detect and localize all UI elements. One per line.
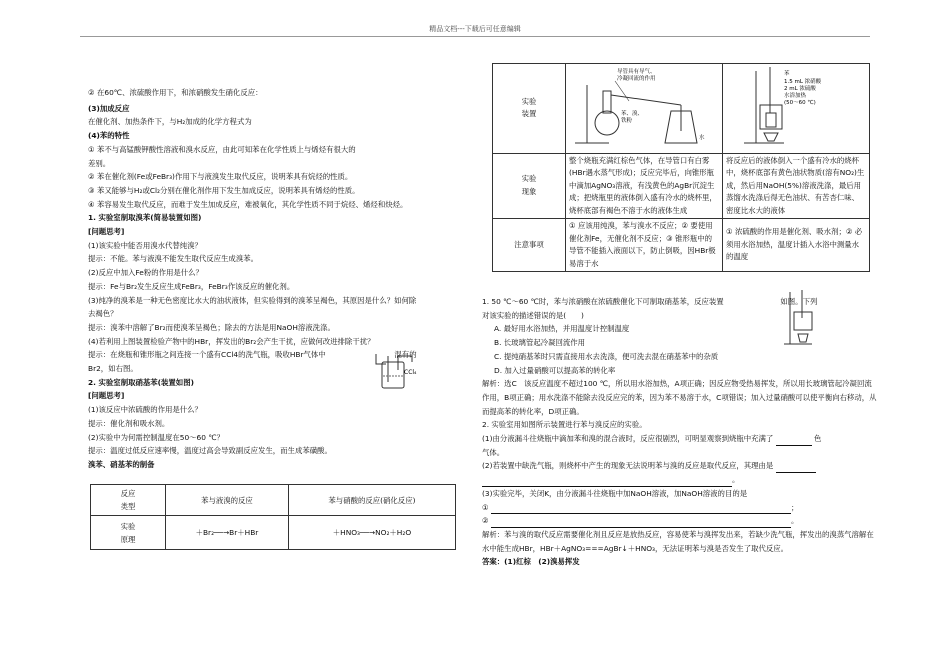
table-cell: 苯与硝酸的反应(硝化反应) <box>288 485 455 516</box>
hint-line: 提示：溴苯中溶解了Br₂而使溴苯呈褐色；除去的方法是用NaOH溶液洗涤。 <box>88 322 335 332</box>
svg-text:水浴加热: 水浴加热 <box>784 93 807 99</box>
table-row <box>91 516 456 550</box>
answer-blank[interactable] <box>776 437 812 446</box>
page-header: 精品文档---下载后可任意编辑 <box>429 25 521 33</box>
ccl4-label: CCl₄ <box>404 369 417 376</box>
question-line: (4)若利用上图装置检验产物中的HBr，挥发出的Br₂会产生干扰，应做何改进排除干扰？ <box>88 336 375 346</box>
table-row <box>91 485 456 516</box>
section-heading: [问题思考] <box>88 391 125 401</box>
hint-line: Br2，如右图。 <box>88 364 138 374</box>
section-heading: (3)加成反应 <box>88 103 130 113</box>
answer-explanation: 解析：苯与溴的取代反应需要催化剂且反应是放热反应，容易使苯与溴挥发出来，若缺少洗气瓶，挥发出的溴蒸气溶解在水中能生成HBr，HBr＋AgNO₃===AgBr↓＋HNO₃，无法证明苯与溴是否发生了取代反应。 <box>482 529 874 553</box>
blank-label: ② <box>482 516 489 526</box>
question-line: 对该实验的描述错误的是( ) <box>482 310 584 320</box>
svg-text:水: 水 <box>699 135 705 141</box>
svg-text:1.5 mL 浓硝酸: 1.5 mL 浓硝酸 <box>784 79 822 85</box>
svg-text:冷凝回流的作用: 冷凝回流的作用 <box>617 76 656 82</box>
table-cell: 实验 装置 <box>493 64 566 154</box>
question-line: (2)实验中为何需控制温度在50～60 ℃？ <box>88 432 225 442</box>
hint-line: 提示：催化剂和吸水剂。 <box>88 418 170 428</box>
question-line <box>482 459 877 473</box>
table-cell: 反应 类型 <box>91 485 166 516</box>
hint-line: 提示：不能。苯与液溴不能发生取代反应生成溴苯。 <box>88 254 258 264</box>
table-cell: ① 浓硫酸的作用是催化剂、吸水剂；② 必须用水浴加热，温度计插入水浴中测量水的温度 <box>723 219 870 272</box>
answer-blank[interactable] <box>482 478 732 487</box>
text-line: 差别。 <box>88 158 111 168</box>
section-heading: 2. 实验室制取硝基苯(装置如图) <box>88 377 194 387</box>
answer-line: 答案：(1)红棕 (2)溴易挥发 <box>482 557 580 567</box>
question-line: (3)实验完毕，关闭K，由分液漏斗往烧瓶中加NaOH溶液，加NaOH溶液的目的是 <box>482 488 748 498</box>
text-line: 在催化剂、加热条件下，与H₂加成的化学方程式为 <box>88 117 252 127</box>
section-heading: (4)苯的特性 <box>88 131 130 141</box>
question-line: (1)该实验中能否用溴水代替纯溴？ <box>88 240 202 250</box>
wash-bottle-figure <box>372 350 428 390</box>
hint-text: 提示：在烧瓶和锥形瓶之间连接一个盛有CCl4的洗气瓶，吸收HBr气体中 <box>88 350 326 360</box>
question-line: (2)反应中加入Fe粉的作用是什么？ <box>88 268 203 278</box>
question-text: 1. 50 ℃～60 ℃时，苯与浓硝酸在浓硫酸催化下可制取硝基苯，反应装置 <box>482 297 724 306</box>
option-a: A. 最好用水浴加热，并用温度计控制温度 <box>494 324 630 334</box>
question-text: 色 <box>814 434 822 444</box>
question-line: 气体。 <box>482 447 505 457</box>
svg-text:苯: 苯 <box>784 71 790 77</box>
text-line: ① 苯不与高锰酸钾酸性溶液和溴水反应，由此可知苯在化学性质上与烯烃有很大的 <box>88 144 356 154</box>
table-cell: 将反应后的液体倒入一个盛有冷水的烧杯中，烧杯底部有黄色油状物质(溶有NO₂)生成，然后用NaOH(5%)溶液洗涤，最后用蒸馏水洗涤后得无色油状、有苦杏仁味、密度比水大的液体 <box>723 153 870 219</box>
apparatus-cell <box>723 64 870 154</box>
table-cell: ＋Br₂──→Br＋HBr <box>166 516 289 550</box>
blank-label: ① <box>482 502 489 512</box>
table-cell: 实验 现象 <box>493 153 566 219</box>
section-heading: 溴苯、硝基苯的制备 <box>88 459 155 469</box>
option-c: C. 提纯硝基苯时只需直接用水去洗涤，便可洗去混在硝基苯中的杂质 <box>494 351 719 361</box>
option-b: B. 长玻璃管起冷凝回流作用 <box>494 338 586 348</box>
question-line: (3)纯净的溴苯是一种无色密度比水大的油状液体，但实验得到的溴苯呈褐色，其原因是什么？如何除 <box>88 295 417 305</box>
nitrobenzene-apparatus-figure <box>726 65 866 147</box>
comparison-table <box>90 484 456 550</box>
section-heading: [问题思考] <box>88 227 125 237</box>
section-heading: 1. 实验室制取溴苯(简易装置如图) <box>88 213 202 223</box>
svg-text:2 mL 浓硫酸: 2 mL 浓硫酸 <box>784 86 816 92</box>
option-d: D. 加入过量硝酸可以提高苯的转化率 <box>494 365 616 375</box>
answer-blank[interactable] <box>776 464 816 473</box>
question-line <box>482 295 877 309</box>
experiment-table <box>492 63 870 272</box>
svg-text:导管具有导气、: 导管具有导气、 <box>617 69 656 75</box>
question-text: (1)由分液漏斗往烧瓶中滴加苯和溴的混合液时，反应很剧烈，可明显观察到烧瓶中充满了 <box>482 434 774 444</box>
table-cell: ① 应该用纯溴，苯与溴水不反应；② 要使用催化剂Fe，无催化剂不反应；③ 锥形瓶中的导管不能插入液面以下，防止倒吸，因HBr极易溶于水 <box>566 219 723 272</box>
hint-line: 提示：Fe与Br₂发生反应生成FeBr₃，FeBr₃作该反应的催化剂。 <box>88 281 295 291</box>
answer-explanation: 解析：选C 该反应温度不超过100 ℃，所以用水浴加热，A项正确；因反应物受热易挥发，所以用长玻璃管起冷凝回流作用，B项正确；用水洗涤不能除去没反应完的苯，因为苯不易溶于水，C项错误；加入过量硝酸可以使平衡向右移动，从而提高苯的转化率，D项正确。 <box>482 379 877 416</box>
left-column <box>88 86 460 472</box>
text-line: ② 苯在催化剂(Fe或FeBr₃)作用下与液溴发生取代反应，说明苯具有烷烃的性质。 <box>88 172 353 182</box>
right-column: 1. 50 ℃～60 ℃时，苯与浓硝酸在浓硫酸催化下可制取硝基苯，反应装置 如图。下列 对该实验的描述错误的是( ) A. 最好用水浴加热，并用温度计控制温度 B. 长玻璃管起冷凝回流作用 C. 提纯硝基苯时只需直接用水去洗涤，便可洗去混在硝基苯中的杂质 D. 加入过量硝酸可以提高苯的转化率 解析：选C 该反应温度不超过100 ℃，所以用水浴加热，A项正确；因反应物受热易挥发，所以用长玻璃管起冷凝回流作用，B项正确；用水洗涤不能除去没反应完的苯，因为苯不易溶于水，C项错误；加入过量硝酸可以使平衡向右移动，从而提高苯的转化率，D项正确。 2. 实验室用如图所示装置进行苯与溴反应的实验。 (1)由分液漏斗往烧瓶中滴加苯和溴的混合液时，反应很剧烈，可明显观察到烧瓶中充满了 色 气体。 (2)若装置中缺洗气瓶，则烧杯中产生的现象无法说明苯与溴的反应是取代反应，其理由是 。 (3)实验完毕，关闭K，由分液漏斗往烧瓶中加NaOH溶液，加NaOH溶液的目的是 ① ； ② 。 解析：苯与溴的取代反应需要催化剂且反应是放热反应，容易使苯与溴挥发出来，若缺少洗气瓶，挥发出的溴蒸气溶解在水中能生成HBr，HBr＋AgNO₃===AgBr↓＋HNO₃，无法证明苯与溴是否发生了取代反应。 答案：(1)红棕 (2)溴易挥发 <box>482 295 877 569</box>
text-line: ② 在60℃、浓硫酸作用下，和浓硝酸发生硝化反应： <box>88 88 263 97</box>
hint-line: 提示：温度过低反应速率慢，温度过高会导致副反应发生，而生成苯磺酸。 <box>88 446 332 456</box>
table-row <box>493 153 870 219</box>
question-line <box>482 432 877 446</box>
question-text: (2)若装置中缺洗气瓶，则烧杯中产生的现象无法说明苯与溴的反应是取代反应，其理由是 <box>482 461 774 471</box>
table-cell: 注意事项 <box>493 219 566 272</box>
header-divider <box>80 36 870 37</box>
table-cell: 实验 原理 <box>91 516 166 550</box>
answer-blank[interactable] <box>491 505 791 514</box>
svg-text:(50～60 ℃): (50～60 ℃) <box>784 100 816 106</box>
question-text: 如图。下列 <box>780 297 818 306</box>
question-line: 去褐色？ <box>88 309 118 319</box>
apparatus-cell <box>566 64 723 154</box>
bromobenzene-apparatus-figure <box>569 65 719 147</box>
hint-text: 混有的 <box>394 350 417 360</box>
table-cell: 整个烧瓶充满红棕色气体，在导管口有白雾(HBr遇水蒸气形成)；反应完毕后，向锥形瓶中滴加AgNO₃溶液，有浅黄色的AgBr沉淀生成；把烧瓶里的液体倒入盛有冷水的烧杯里，烧杯底部有褐色不溶于水的液体生成 <box>566 153 723 219</box>
table-row <box>493 219 870 272</box>
table-row <box>493 64 870 154</box>
table-cell: ＋HNO₃──→NO₂＋H₂O <box>288 516 455 550</box>
answer-blank[interactable] <box>491 519 791 528</box>
question-line: 2. 实验室用如图所示装置进行苯与溴反应的实验。 <box>482 420 647 430</box>
text-line: ③ 苯又能够与H₂或Cl₂分别在催化剂作用下发生加成反应，说明苯具有烯烃的性质。 <box>88 185 360 195</box>
svg-text:铁粉: 铁粉 <box>621 118 633 124</box>
table-cell: 苯与液溴的反应 <box>166 485 289 516</box>
svg-text:苯、溴、: 苯、溴、 <box>621 111 644 117</box>
text-line: ④ 苯容易发生取代反应，而难于发生加成反应，难被氧化，其化学性质不同于烷烃、烯烃和炔烃。 <box>88 199 408 209</box>
question-line: (1)该反应中浓硫酸的作用是什么？ <box>88 405 202 415</box>
